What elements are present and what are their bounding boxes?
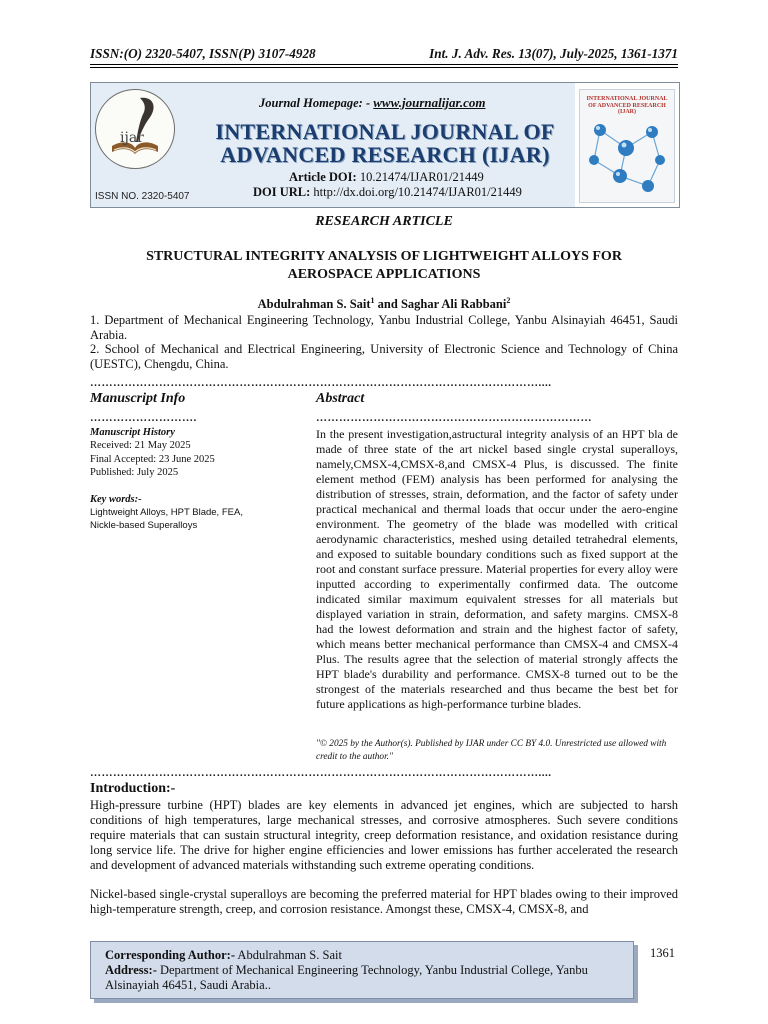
author-name: Abdulrahman S. Sait	[257, 297, 371, 312]
keywords-title: Key words:-	[90, 494, 142, 505]
citation-text: Int. J. Adv. Res. 13(07), July-2025, 1361-1371	[429, 46, 678, 61]
journal-homepage	[259, 95, 485, 111]
quill-book-icon	[96, 90, 174, 168]
running-header	[90, 46, 678, 65]
doi-label: Article DOI:	[289, 170, 357, 184]
cover-title: INTERNATIONAL JOURNAL OF ADVANCED RESEARCH (IJAR)	[586, 96, 668, 116]
article-type: RESEARCH ARTICLE	[315, 214, 453, 229]
doi-url-label: DOI URL:	[253, 185, 311, 199]
journal-title-line2: ADVANCED RESEARCH (IJAR)	[220, 142, 550, 167]
corresponding-author-label: Corresponding Author:-	[105, 948, 235, 962]
author-name: Saghar Ali Rabbani	[400, 297, 507, 312]
author-affiliation-mark: 2	[506, 296, 511, 305]
address-line	[105, 963, 625, 993]
logo-panel	[91, 83, 195, 207]
dotted-separator: ………………………………………………………………………………………………………....	[90, 377, 552, 389]
affiliation-2: 2. School of Mechanical and Electrical Engineering, University of Electronic Science and Technology of China (UESTC), Chengdu, China.	[90, 342, 678, 371]
journal-cover-image	[579, 89, 675, 203]
introduction-paragraph: Nickel-based single-crystal superalloys are becoming the preferred material for HPT blades owing to their improved high-temperature strength, creep, and corrosion resistance. Amongst these, CMSX-4, CMSX-8, and	[90, 887, 678, 916]
journal-logo	[95, 89, 175, 169]
affiliation-1: 1. Department of Mechanical Engineering Technology, Yanbu Industrial College, Yanbu Alsinayiah 46451, Saudi Arabia.	[90, 313, 678, 342]
manuscript-info-heading: Manuscript Info	[90, 391, 186, 406]
paper-title-line1: STRUCTURAL INTEGRITY ANALYSIS OF LIGHTWEIGHT ALLOYS FOR	[146, 249, 622, 264]
article-doi	[289, 170, 484, 185]
corresponding-author-name: Abdulrahman S. Sait	[235, 948, 342, 962]
paper-title	[90, 248, 678, 284]
keywords-text: Lightweight Alloys, HPT Blade, FEA, Nickle-based Superalloys	[90, 507, 243, 531]
manuscript-history-title: Manuscript History	[90, 427, 175, 438]
published-date: Published: July 2025	[90, 467, 179, 478]
corresponding-author-content	[105, 948, 625, 993]
doi-value: 10.21474/IJAR01/21449	[356, 170, 484, 184]
doi-url-link[interactable]: http://dx.doi.org/10.21474/IJAR01/21449	[310, 185, 522, 199]
banner-title-panel	[195, 83, 575, 207]
dotted-separator: ………………………………………………………………	[316, 412, 592, 424]
paper-title-line2: AEROSPACE APPLICATIONS	[287, 267, 481, 282]
introduction-paragraph: High-pressure turbine (HPT) blades are key elements in advanced jet engines, which are subjected to harsh conditions of high temperatures, large mechanical stresses, and corrosive atmospheres. Such severe conditions require materials that can sustain structural integrity, creep deformation resistance, and oxidation resistance during long service life. The drive for higher engine efficiencies and lower emissions has further accelerated the research and development of advanced materials withstanding such extreme operating conditions.	[90, 798, 678, 872]
journal-banner	[90, 82, 680, 208]
header-rule	[90, 67, 678, 68]
address-text: Department of Mechanical Engineering Technology, Yanbu Industrial College, Yanbu Alsinayiah 46451, Saudi Arabia..	[105, 963, 588, 992]
address-label: Address:-	[105, 963, 157, 977]
homepage-link[interactable]: www.journalijar.com	[373, 95, 486, 110]
author-separator: and	[374, 297, 401, 312]
issn-text: ISSN:(O) 2320-5407, ISSN(P) 3107-4928	[90, 46, 316, 61]
logo-wordmark: ijar	[120, 130, 144, 146]
corresponding-author-line	[105, 948, 625, 963]
page-number: 1361	[650, 946, 675, 960]
introduction-heading: Introduction:-	[90, 781, 176, 796]
journal-title-line1: INTERNATIONAL JOURNAL OF	[215, 119, 555, 144]
doi-url	[253, 185, 522, 200]
corresponding-author-box	[90, 941, 634, 999]
dotted-separator: ……………………….	[90, 412, 197, 424]
homepage-label: Journal Homepage: -	[259, 96, 374, 110]
dotted-separator: ………………………………………………………………………………………………………....	[90, 767, 552, 779]
copyright-notice: "© 2025 by the Author(s). Published by IJAR under CC BY 4.0. Unrestricted use allowed with credit to the author."	[316, 739, 667, 762]
accepted-date: Final Accepted: 23 June 2025	[90, 454, 215, 465]
received-date: Received: 21 May 2025	[90, 440, 191, 451]
author-list	[90, 296, 678, 312]
author-affiliation-mark: 1	[370, 296, 375, 305]
abstract-text: In the present investigation,astructural integrity analysis of an HPT bla de made of three state of the art nickel based single crystal superalloys, namely,CMSX-4,CMSX-8,and CMSX-4 Plus, is discussed. The finite element method (FEM) analysis has been performed for analysing the distribution of stresses, strain, deformation, and the factor of safety under practical mechanical and thermal loads that occur under the aero-engine environment. The geometry of the blade was modelled with critical aerodynamic characteristics, meshed using detailed tetrahedral elements, and exposed to suitable boundary conditions such as fixed support at the root and constant surface pressure. Material properties for every alloy were inputted according to experimentally confirmed data. The outcome indicated similar maximum equivalent stresses for all materials but displayed variation in strain, deformation, and safety margins. CMSX-8 had the lowest deformation and strain and the highest factor of safety, which means better mechanical performance than CMSX-4 and CMSX-4 Plus. The results agree that the selection of material strongly affects the HPT blade's durability and performance. CMSX-8 turned out to be the strongest of the materials researched and thus became the best bet for future applications as high-performance turbine blades.	[316, 427, 678, 711]
abstract-heading: Abstract	[316, 391, 365, 406]
issn-label: ISSN NO. 2320-5407	[95, 191, 190, 202]
